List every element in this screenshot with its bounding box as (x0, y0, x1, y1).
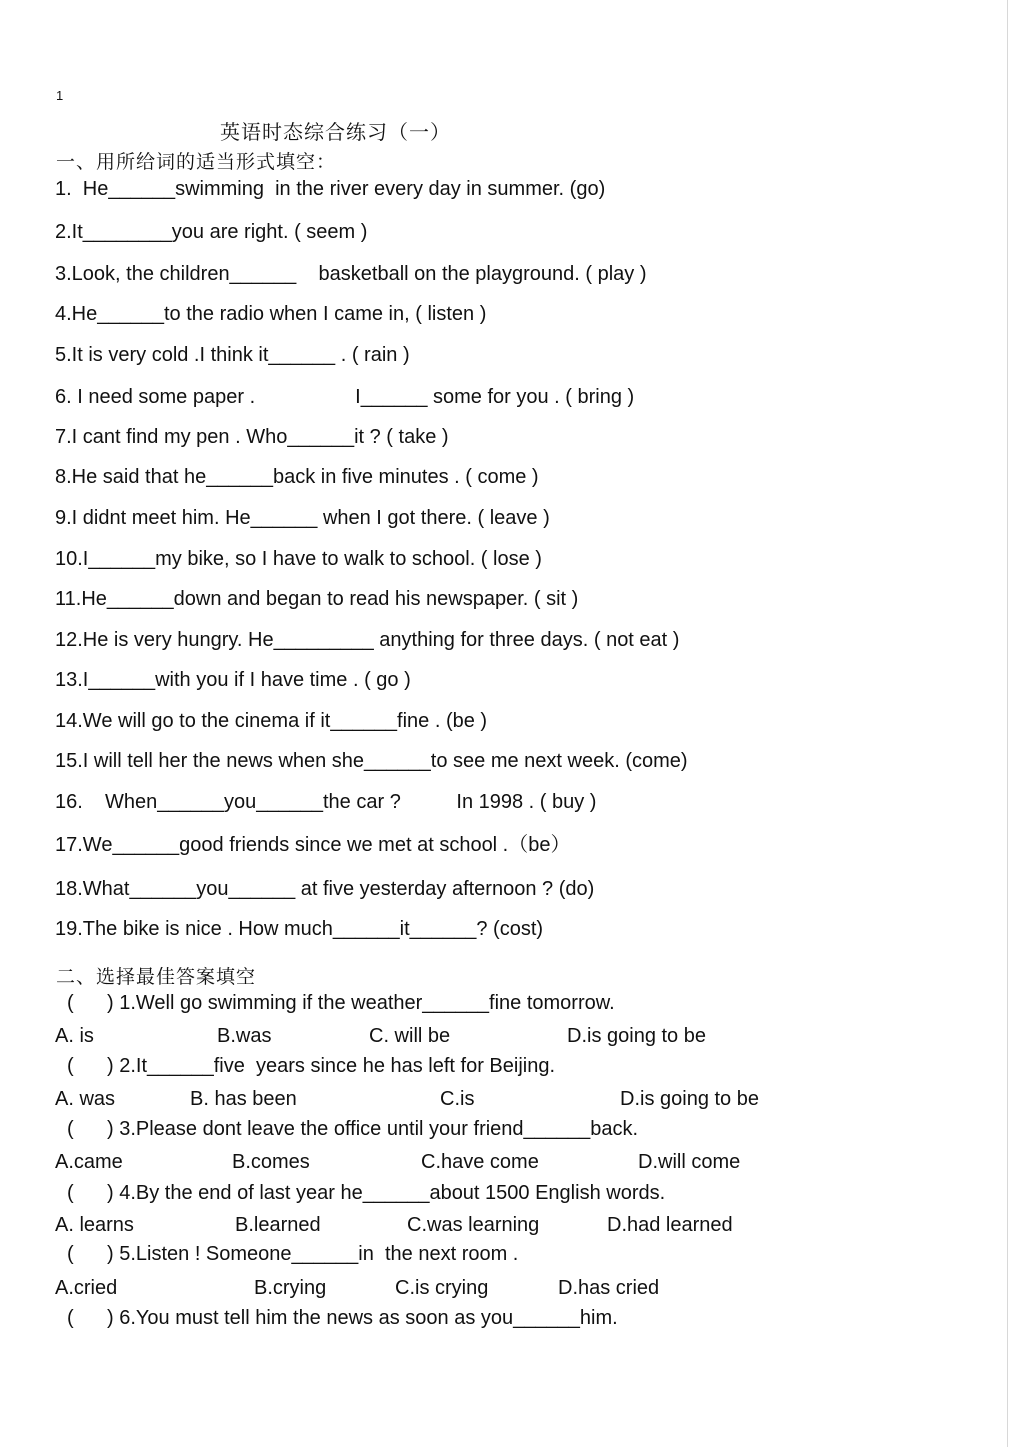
exercise-item-13: 13.I______with you if I have time . ( go ) (55, 669, 411, 691)
mc-question-2: ( ) 2.It______five years since he has left for Beijing. (67, 1055, 556, 1077)
exercise-item-19: 19.The bike is nice . How much______it______? (cost) (55, 918, 544, 940)
exercise-item-15: 15.I will tell her the news when she______to see me next week. (come) (55, 750, 688, 772)
mc-option: C. will be (369, 1025, 451, 1047)
mc-option: B.comes (232, 1151, 310, 1173)
mc-options-4 (55, 1215, 815, 1239)
exercise-item-16: 16. When______you______the car ? In 1998 . ( buy ) (55, 791, 597, 813)
section-2-heading: 二、选择最佳答案填空 (56, 966, 257, 988)
exercise-item-6: 6. I need some paper . I______ some for you . ( bring ) (55, 386, 635, 408)
mc-option: A. was (55, 1088, 116, 1110)
mc-option: B.was (217, 1025, 272, 1047)
exercise-item-10: 10.I______my bike, so I have to walk to school. ( lose ) (55, 548, 542, 570)
mc-option: D.is going to be (620, 1088, 759, 1110)
mc-option: B. has been (190, 1088, 297, 1110)
page-title: 英语时态综合练习（一） (220, 120, 451, 144)
mc-option: A. learns (55, 1214, 134, 1236)
mc-option: A.came (55, 1151, 123, 1173)
exercise-item-14: 14.We will go to the cinema if it______fine . (be ) (55, 710, 488, 732)
mc-question-4: ( ) 4.By the end of last year he______about 1500 English words. (67, 1182, 666, 1204)
page-edge-divider (1007, 0, 1008, 1447)
exercise-item-3: 3.Look, the children______ basketball on the playground. ( play ) (55, 263, 647, 285)
exercise-item-11: 11.He______down and began to read his newspaper. ( sit ) (55, 588, 579, 610)
page-number: 1 (56, 88, 64, 103)
exercise-item-4: 4.He______to the radio when I came in, ( listen ) (55, 303, 487, 325)
mc-options-3 (55, 1152, 815, 1176)
mc-option: C.is (440, 1088, 475, 1110)
exercise-item-8: 8.He said that he______back in five minutes . ( come ) (55, 466, 539, 488)
mc-option: D.has cried (558, 1277, 660, 1299)
mc-option: B.learned (235, 1214, 321, 1236)
mc-options-2 (55, 1089, 815, 1113)
mc-option: D.had learned (607, 1214, 733, 1236)
exercise-item-9: 9.I didnt meet him. He______ when I got there. ( leave ) (55, 507, 550, 529)
exercise-item-5: 5.It is very cold .I think it______ . ( rain ) (55, 344, 410, 366)
exercise-item-17: 17.We______good friends since we met at school .（be） (55, 834, 571, 856)
mc-option: D.will come (638, 1151, 741, 1173)
mc-option: A.cried (55, 1277, 118, 1299)
exercise-item-12: 12.He is very hungry. He_________ anything for three days. ( not eat ) (55, 629, 680, 651)
mc-option: B.crying (254, 1277, 327, 1299)
mc-question-3: ( ) 3.Please dont leave the office until your friend______back. (67, 1118, 639, 1140)
section-1-heading: 一、用所给词的适当形式填空： (56, 151, 337, 173)
mc-option: A. is (55, 1025, 94, 1047)
mc-option: C.is crying (395, 1277, 489, 1299)
exercise-item-7: 7.I cant find my pen . Who______it ? ( take ) (55, 426, 449, 448)
mc-options-5 (55, 1278, 815, 1302)
exercise-item-2: 2.It________you are right. ( seem ) (55, 221, 368, 243)
exercise-item-18: 18.What______you______ at five yesterday afternoon ? (do) (55, 878, 595, 900)
mc-question-5: ( ) 5.Listen ! Someone______in the next room . (67, 1243, 519, 1265)
exercise-item-1: 1. He______swimming in the river every day in summer. (go) (55, 178, 606, 200)
mc-option: C.was learning (407, 1214, 540, 1236)
mc-question-1: ( ) 1.Well go swimming if the weather______fine tomorrow. (67, 992, 615, 1014)
mc-question-6: ( ) 6.You must tell him the news as soon as you______him. (67, 1307, 618, 1329)
mc-option: C.have come (421, 1151, 539, 1173)
mc-option: D.is going to be (567, 1025, 706, 1047)
mc-options-1 (55, 1026, 815, 1050)
